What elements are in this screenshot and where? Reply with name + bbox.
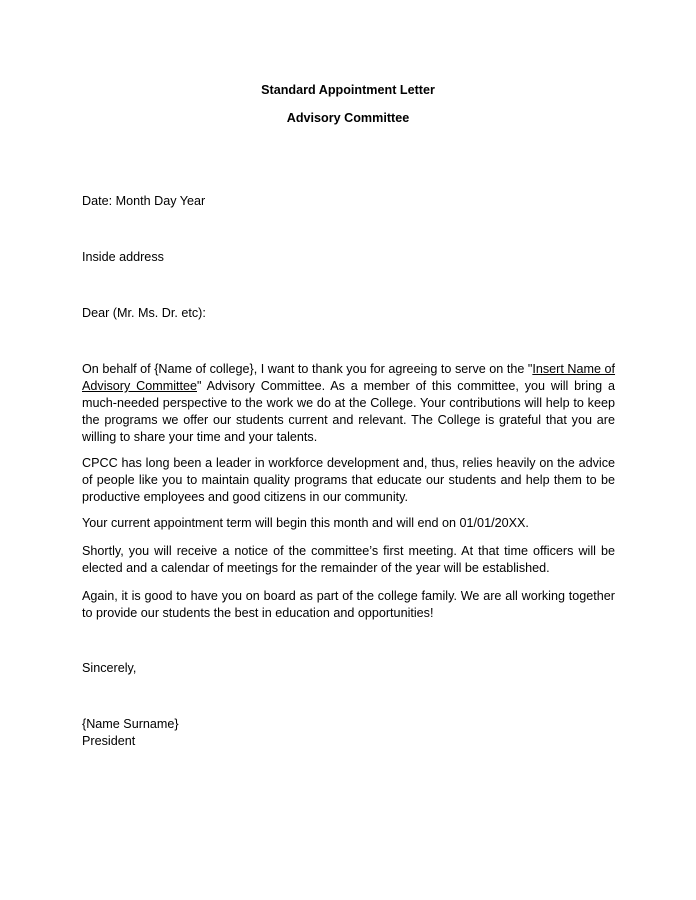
paragraph-leadership: CPCC has long been a leader in workforce development and, thus, relies heavily on the advice of people like you to maintain quality programs that educate our students and help them to be productive employees and good citizens in our community. [82, 456, 615, 504]
paragraph-meeting: Shortly, you will receive a notice of the committee’s first meeting. At that time officers will be elected and a calendar of meetings for the remainder of the year will be established. [82, 544, 615, 575]
date-line: Date: Month Day Year [82, 194, 206, 208]
letter-subtitle: Advisory Committee [286, 111, 410, 125]
closing: Sincerely, [82, 661, 137, 675]
paragraph-thanks-part1: On behalf of {Name of college}, I want to thank you for agreeing to serve on the " [82, 362, 533, 376]
committee-name-placeholder: Insert Name of Advisory Committee [82, 362, 616, 393]
paragraph-thanks [82, 361, 615, 446]
signer-title: President [82, 734, 136, 748]
paragraph-welcome: Again, it is good to have you on board as part of the college family. We are all working together to provide our students the best in education and opportunities! [82, 589, 615, 620]
salutation: Dear (Mr. Ms. Dr. etc): [82, 306, 206, 320]
signer-name: {Name Surname} [82, 717, 179, 731]
inside-address: Inside address [82, 250, 164, 264]
letter-title: Standard Appointment Letter [261, 83, 435, 97]
paragraph-term: Your current appointment term will begin this month and will end on 01/01/20XX. [82, 516, 529, 530]
paragraph-thanks-part2: " Advisory Committee. As a member of this committee, you will bring a much-needed perspective to the work we do at the College. Your contributions will help to keep the programs we offer our students current and relevant. The College is grateful that you are willing to share your time and your talents. [82, 379, 615, 444]
